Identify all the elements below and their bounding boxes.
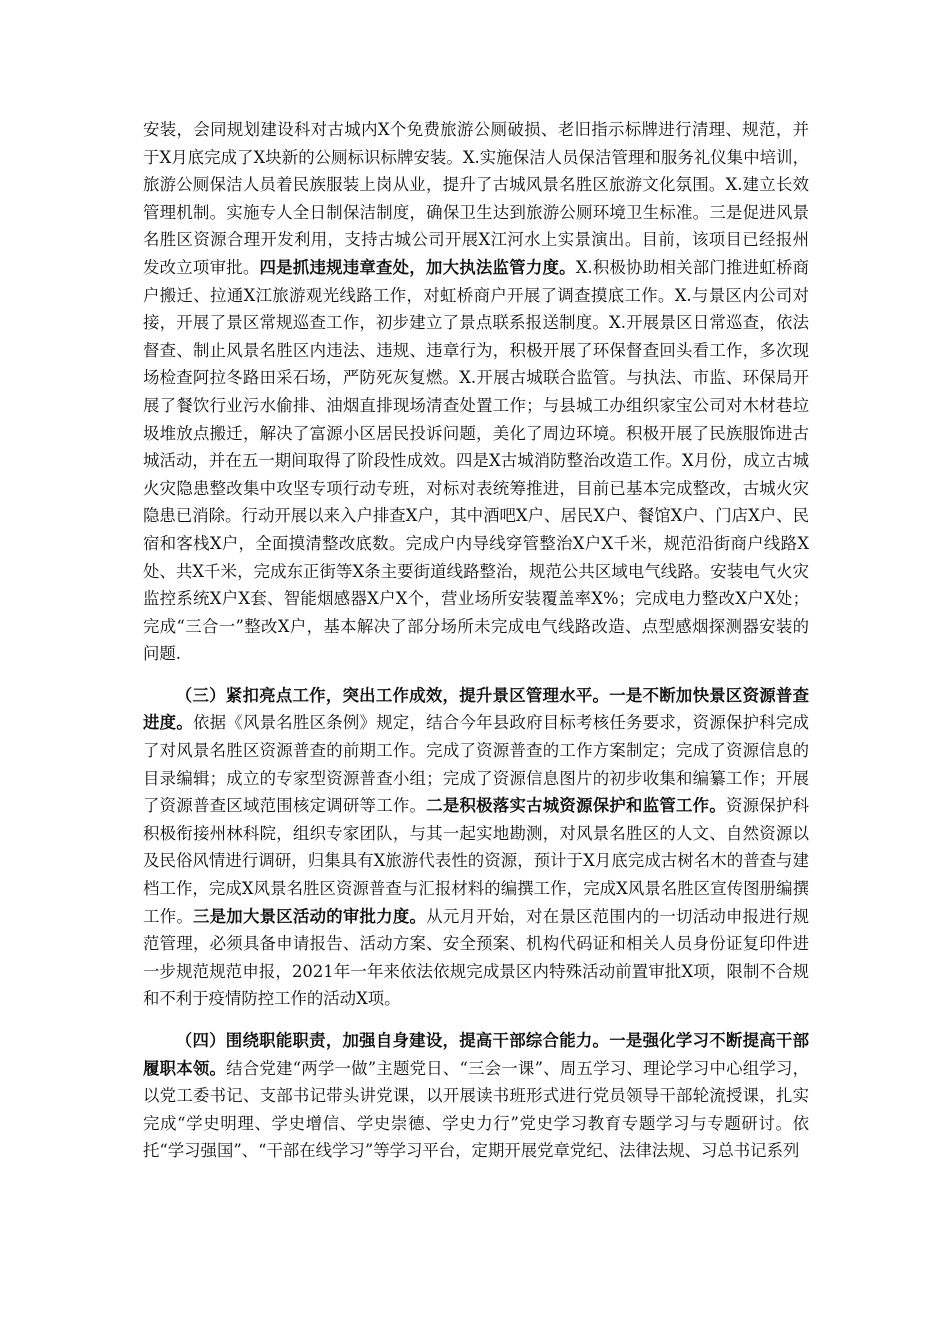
bold-heading-run: 四是抓违规违章查处，加大执法监管力度。 [259, 257, 576, 277]
paragraph-toilet-and-enforcement [143, 116, 809, 668]
paragraph-section-four [143, 1027, 809, 1165]
paragraph-section-three [143, 682, 809, 1013]
text-run: 安装，会同规划建设科对古城内X个免费旅游公厕破损、老旧指示标牌进行清理、规范，并于X月底完成了X块新的公厕标识标牌安装。X.实施保洁人员保洁管理和服务礼仪集中培训，旅游公厕保洁人员着民族服装上岗从业，提升了古城风景名胜区旅游文化氛围。X.建立长效管理机制。实施专人全日制保洁制度，确保卫生达到旅游公厕环境卫生标准。三是促进风景名胜区资源合理开发利用，支持古城公司开展X江河水上实景演出。目前，该项目已经报州发改立项审批。 [143, 120, 809, 277]
bold-heading-run: 三是加大景区活动的审批力度。 [192, 906, 427, 926]
document-page [143, 116, 809, 1179]
text-run: X.积极协助相关部门推进虹桥商户搬迁、拉通X江旅游观光线路工作，对虹桥商户开展了调查摸底工作。X.与景区内公司对接，开展了景区常规巡查工作，初步建立了景点联系报送制度。X.开展景区日常巡查，依法督查、制止风景名胜区内违法、违规、违章行为，积极开展了环保督查回头看工作，多次现场检查阿拉冬路田采石场，严防死灰复燃。X.开展古城联合监管。与执法、市监、环保局开展了餐饮行业污水偷排、油烟直排现场清查处置工作；与县城工办组织家宝公司对木材巷垃圾堆放点搬迁，解决了富源小区居民投诉问题，美化了周边环境。积极开展了民族服饰进古城活动，并在五一期间取得了阶段性成效。四是X古城消防整治改造工作。X月份，成立古城火灾隐患整改集中攻坚专项行动专班，对标对表统筹推进，目前已基本完成整改，古城火灾隐患已消除。行动开展以来入户排查X户，其中酒吧X户、居民X户、餐馆X户、门店X户、民宿和客栈X户，全面摸清整改底数。完成户内导线穿管整治X户X千米，规范沿街商户线路X处、共X千米，完成东正街等X条主要街道线路整治，规范公共区域电气线路。安装电气火灾监控系统X户X套、智能烟感器X户X个，营业场所安装覆盖率X%；完成电力整改X户X处；完成“三合一”整改X户，基本解决了部分场所未完成电气线路改造、点型感烟探测器安装的问题. [143, 257, 809, 664]
text-run: 结合党建“两学一做”主题党日、“三会一课”、周五学习、理论学习中心组学习，以党工委书记、支部书记带头讲党课，以开展读书班形式进行党员领导干部轮流授课，扎实完成“学史明理、学史增信、学史崇德、学史力行”党史学习教育专题学习与专题研讨。依托“学习强国”、“干部在线学习”等学习平台，定期开展党章党纪、法律法规、习总书记系列 [143, 1058, 810, 1161]
bold-heading-run: 二是积极落实古城资源保护和监管工作。 [426, 796, 726, 816]
text-run: 从元月开始，对在景区范围内的一切活动申报进行规范管理，必须具备申请报告、活动方案、安全预案、机构代码证和相关人员身份证复印件进一步规范规范申报，2021年一年来依法依规完成景区内特殊活动前置审批X项，限制不合规和不利于疫情防控工作的活动X项。 [143, 906, 810, 1009]
section-heading-run: （三）紧扣亮点工作，突出工作成效，提升景区管理水平。一是不断加快景区资源普查进度。 [143, 685, 809, 733]
section-heading-run: （四）围绕职能职责，加强自身建设，提高干部综合能力。一是强化学习不断提高干部履职本领。 [143, 1031, 809, 1078]
text-run: 资源保护科积极衔接州林科院，组织专家团队，与其一起实地勘测，对风景名胜区的人文、自然资源以及民俗风情进行调研，归集具有X旅游代表性的资源，预计于X月底完成古树名木的普查与建档工作，完成X风景名胜区资源普查与汇报材料的编撰工作，完成X风景名胜区宣传图册编撰工作。 [143, 796, 810, 926]
text-run: 依据《风景名胜区条例》规定，结合今年县政府目标考核任务要求，资源保护科完成了对风景名胜区资源普查的前期工作。完成了资源普查的工作方案制定；完成了资源信息的目录编辑；成立的专家型资源普查小组；完成了资源信息图片的初步收集和编纂工作；开展了资源普查区域范围核定调研等工作。 [143, 713, 810, 816]
